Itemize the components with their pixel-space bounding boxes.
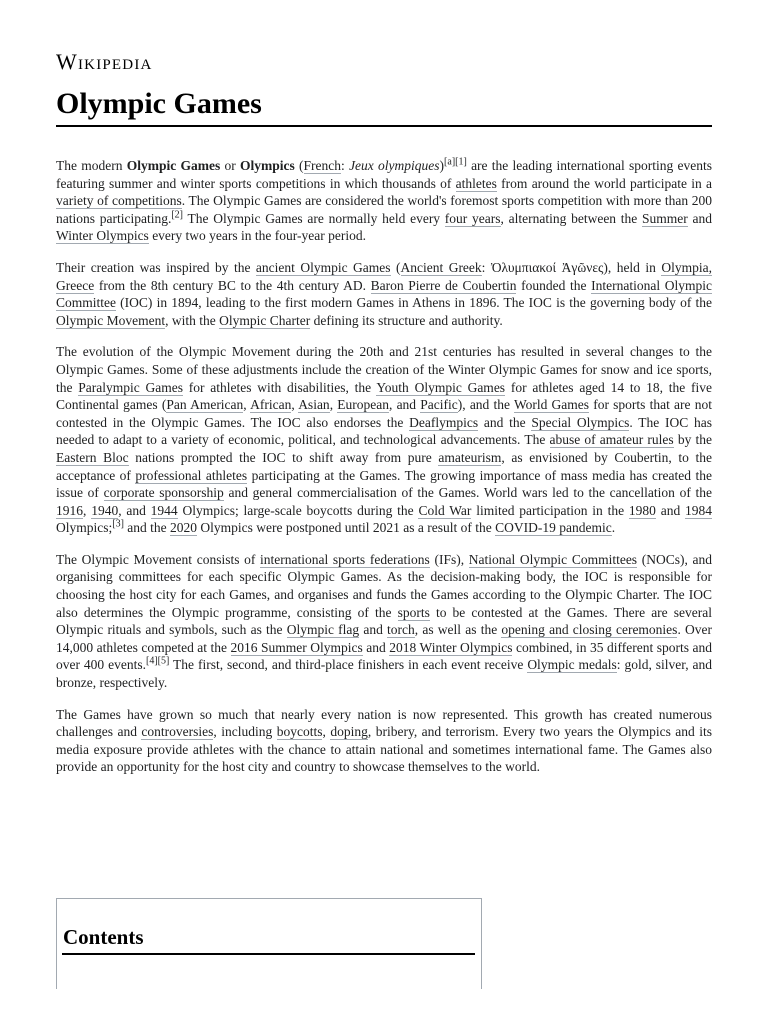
link-ioc[interactable]: International Olympic Committee (56, 277, 712, 311)
link-opening-closing-ceremonies[interactable]: opening and closing ceremonies (501, 622, 678, 638)
text: founded the (516, 277, 592, 293)
text: , as well as the (414, 622, 502, 638)
text: , (291, 397, 299, 413)
link-olympic-flag[interactable]: Olympic flag (286, 622, 360, 638)
text: : Ὀλυμπιακοί Ἀγῶνες), held in (481, 259, 662, 275)
text: , with the (165, 312, 220, 328)
text: , and (389, 397, 421, 413)
link-2018-winter-olympics[interactable]: 2018 Winter Olympics (389, 639, 513, 655)
paragraph-intro (56, 157, 712, 245)
link-controversies[interactable]: controversies (141, 724, 214, 740)
text: are the leading international sporting events featuring summer and winter sports competitions in which thousands of (56, 158, 713, 191)
link-boycotts[interactable]: boycotts (276, 724, 323, 740)
text: to be contested at the Games. There are several Olympic rituals and symbols, such as the (56, 604, 712, 638)
text: for athletes aged 14 to 18, the five Continental games ( (56, 379, 712, 413)
text: or (220, 158, 241, 173)
wikipedia-wordmark[interactable]: Wikipedia (56, 49, 153, 74)
text: , (322, 724, 331, 740)
link-1940[interactable]: 1940 (91, 502, 119, 518)
link-pan-american[interactable]: Pan American (166, 397, 244, 413)
text: . Over 14,000 athletes competed at the (56, 622, 712, 655)
link-sports[interactable]: sports (397, 604, 430, 620)
text: defining its structure and authority. (310, 312, 503, 328)
citation[interactable]: [2] (171, 209, 184, 221)
text: Their creation was inspired by the (56, 259, 256, 275)
link-1944[interactable]: 1944 (150, 502, 178, 518)
paragraph-growth (56, 706, 712, 776)
link-national-olympic-committees[interactable]: National Olympic Committees (468, 551, 638, 567)
link-asian[interactable]: Asian (298, 397, 330, 413)
link-youth-olympic-games[interactable]: Youth Olympic Games (376, 379, 506, 395)
citation[interactable]: [a][1] (444, 156, 467, 168)
link-covid-19-pandemic[interactable]: COVID-19 pandemic (495, 520, 612, 536)
text: The evolution of the Olympic Movement during the 20th and 21st centuries has resulted in several changes to the Olympic Games. Some of these adjustments include the creation of the Winter Olympic Games for snow and ice sports, the (56, 344, 712, 395)
text: ) (439, 158, 445, 173)
text: ( (390, 259, 401, 275)
citation[interactable]: [3] (112, 518, 124, 530)
link-athletes[interactable]: athletes (455, 175, 497, 191)
text: , (329, 397, 338, 413)
text: (IOC) in 1894, leading to the first modern Games in Athens in 1896. The IOC is the governing body of the (116, 295, 712, 311)
link-1980[interactable]: 1980 (628, 502, 656, 518)
text: for athletes with disabilities, the (183, 379, 377, 395)
text: Olympics; (56, 520, 113, 536)
text: (IFs), (429, 551, 469, 567)
text: by the (673, 432, 712, 448)
text: combined, in 35 different sports and over 400 events. (56, 639, 712, 673)
text: from the 8th century BC to the 4th century AD. (94, 277, 371, 293)
text: Olympics were postponed until 2021 as a result of the (197, 520, 496, 536)
text: , as envisioned by Coubertin, to the acceptance of (56, 449, 712, 483)
link-abuse-of-amateur-rules[interactable]: abuse of amateur rules (549, 432, 674, 448)
link-corporate-sponsorship[interactable]: corporate sponsorship (103, 485, 224, 501)
text: The modern (56, 158, 127, 173)
text: and general commercialisation of the Games. World wars led to the cancellation of the (223, 485, 713, 501)
bold-term: Olympic Games (126, 158, 221, 173)
link-olympic-movement[interactable]: Olympic Movement (56, 312, 166, 328)
toc-title: Contents (63, 925, 144, 949)
text: nations prompted the IOC to shift away from pure (128, 449, 439, 465)
toc-divider (62, 953, 475, 955)
text: The Olympic Games are normally held every (183, 210, 445, 226)
link-paralympic-games[interactable]: Paralympic Games (78, 379, 183, 395)
link-ancient-olympic-games[interactable]: ancient Olympic Games (255, 259, 391, 275)
paragraph-movement (56, 551, 712, 692)
link-cold-war[interactable]: Cold War (418, 502, 472, 518)
text: . (611, 520, 616, 536)
text: (NOCs), and organising committees for each specific Olympic Games. As the decision-making body, the IOC is responsible for choosing the host city for each Games, and organises and funds the Games according to the Olympic Charter. The IOC also determines the Olympic programme, consisting of the (56, 551, 712, 620)
link-1916[interactable]: 1916 (56, 502, 83, 518)
text: and (362, 639, 390, 655)
link-1984[interactable]: 1984 (685, 502, 713, 518)
link-four-years[interactable]: four years (444, 210, 501, 226)
link-olympic-medals[interactable]: Olympic medals (527, 657, 617, 673)
page-title: Olympic Games (56, 87, 262, 120)
table-of-contents (56, 898, 482, 989)
title-divider (56, 125, 712, 127)
link-international-sports-federations[interactable]: international sports federations (260, 551, 430, 567)
link-european[interactable]: European (337, 397, 389, 413)
text: Olympics; large-scale boycotts during the (177, 502, 419, 518)
citation[interactable]: [4][5] (146, 655, 170, 667)
text: The first, second, and third-place finishers in each event receive (169, 657, 528, 673)
link-deaflympics[interactable]: Deaflympics (409, 414, 479, 430)
link-torch[interactable]: torch (387, 622, 415, 638)
link-amateurism[interactable]: amateurism (438, 449, 502, 465)
link-2020[interactable]: 2020 (170, 520, 198, 536)
text: , bribery, and terrorism. Every two years the Olympics and its media exposure provide athletes with the chance to attain national and sometimes international fame. The Games also provide an opportunity for the host city and country to showcase themselves to the world. (56, 724, 713, 775)
text: participating at the Games. The growing importance of mass media has created the issue of (56, 467, 712, 501)
text: The Games have grown so much that nearly every nation is now represented. This growth has created numerous challenges and (56, 706, 712, 740)
text: and (655, 502, 686, 518)
text: ), and the (457, 397, 514, 413)
link-pacific[interactable]: Pacific (420, 397, 458, 413)
text: , and (118, 502, 151, 518)
text: and (687, 210, 712, 226)
link-special-olympics[interactable]: Special Olympics (531, 414, 630, 430)
text: every two years in the four-year period. (148, 228, 366, 244)
link-doping[interactable]: doping (330, 724, 368, 740)
link-2016-summer-olympics[interactable]: 2016 Summer Olympics (230, 639, 363, 655)
text: : gold, silver, and bronze, respectively. (56, 657, 713, 691)
link-french[interactable]: French (303, 158, 342, 173)
text: and the (478, 414, 532, 430)
text: . The Olympic Games are considered the world's foremost sports competition with more than 200 nations participating. (56, 193, 712, 226)
text: , including (213, 724, 277, 740)
text: : (341, 158, 350, 173)
text: and the (123, 520, 171, 536)
text: and (359, 622, 388, 638)
text: from around the world participate in a (496, 175, 712, 191)
text: ( (294, 158, 304, 173)
link-world-games[interactable]: World Games (513, 397, 590, 413)
text: The Olympic Movement consists of (56, 551, 261, 567)
bold-term: Olympics (240, 158, 295, 173)
link-winter-olympics[interactable]: Winter Olympics (56, 228, 149, 244)
link-professional-athletes[interactable]: professional athletes (135, 467, 248, 483)
text: , (83, 502, 92, 518)
text: limited participation in the (471, 502, 629, 518)
link-variety-of-competitions[interactable]: variety of competitions (56, 193, 182, 209)
link-african[interactable]: African (250, 397, 292, 413)
link-ancient-greek[interactable]: Ancient Greek (400, 259, 482, 275)
text: , alternating between the (500, 210, 643, 226)
link-summer[interactable]: Summer (642, 210, 688, 226)
italic-term: Jeux olympiques (349, 158, 440, 173)
link-coubertin[interactable]: Baron Pierre de Coubertin (370, 277, 517, 293)
text: for sports that are not contested in the Olympic Games. The IOC also endorses the (56, 397, 712, 430)
link-olympic-charter[interactable]: Olympic Charter (219, 312, 311, 328)
article-body (56, 157, 712, 790)
paragraph-evolution (56, 343, 712, 537)
paragraph-origins (56, 259, 712, 329)
link-olympia-greece[interactable]: Olympia, Greece (56, 259, 712, 293)
text: . The IOC has needed to adapt to a variety of economic, political, and technological advancements. The (56, 414, 712, 448)
text: , (243, 397, 251, 413)
link-eastern-bloc[interactable]: Eastern Bloc (56, 449, 129, 465)
